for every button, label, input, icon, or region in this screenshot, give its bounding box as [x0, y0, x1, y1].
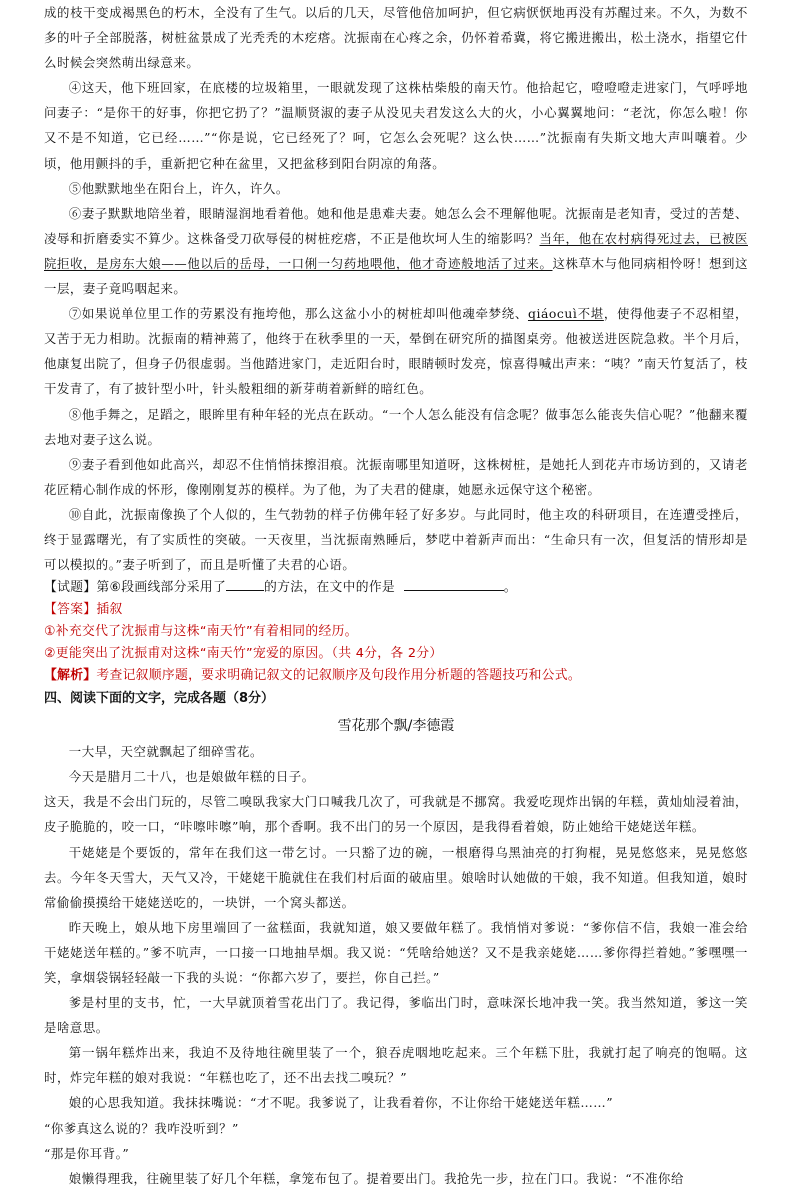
story1-paragraph-7: [44, 301, 748, 401]
story1-paragraph-5: ⑤他默默地坐在阳台上，许久，许久。: [68, 180, 289, 196]
answer-tag: 【答案】: [44, 602, 97, 618]
question-end: 。: [503, 580, 517, 596]
story1-p7-text: ⑦如果说单位里工作的劳累没有拖垮他，那么这盆小小的树桩却叫他魂牵梦绕、: [68, 306, 528, 322]
answer-point-2: ②更能突出了沈振甫对这株“南天竹”宠爱的原因。（共 4分，各 2分）: [44, 646, 443, 662]
analysis-tag: 【解析】: [44, 668, 97, 684]
story2-paragraph-10: “那是你耳背。”: [44, 1145, 130, 1161]
story2-paragraph-2: 今天是腊月二十八，也是娘做年糕的日子。: [68, 769, 315, 785]
section-4-heading: 四、阅读下面的文字，完成各题（8分）: [44, 691, 275, 707]
story1-p6-text-end: 这株草木与他同病相怜呀！想到这一层，妻子竟呜咽起来。: [44, 255, 749, 297]
analysis-line: [44, 665, 748, 687]
story1-paragraph-continued: 成的枝干变成褐黑色的朽木，全没有了生气。以后的几天，尽管他倍加呵护，但它病恹恹地再没有苏醒过来。不久，为数不多的叶子全部脱落，树桩盆景成了光秃秃的木疙瘩。沈振南在心疼之余，仍怀着希冀，将它搬进搬出，松土浇水，指望它什么时候会突然萌出绿意来。: [44, 5, 748, 71]
analysis-text: 考查记叙顺序题，要求明确记叙文的记叙顺序及句段作用分析题的答题技巧和公式。: [96, 668, 581, 684]
question-text-2: 的方法，在文中的作是: [264, 580, 396, 596]
story2-paragraph-4: 干姥姥是个要饭的，常年在我们这一带乞讨。一只豁了边的碗，一根磨得乌黑油亮的打狗棍，晃晃悠悠来，晃晃悠悠去。今年冬天雪大，天气又冷，干姥姥干脆就住在我们村后面的破庙里。娘啥时认她做的干娘，我不知道。但我知道，娘时常偷偷摸摸给干姥姥送吃的，一块饼，一个窝头都送。: [44, 844, 748, 910]
story2-paragraph-5: 昨天晚上，娘从地下房里端回了一盆糕面，我就知道，娘又要做年糕了。我悄悄对爹说：“爹你信不信，我娘一准会给干姥姥送年糕的。”爹不吭声，一口接一口地抽旱烟。我又说：“凭啥给她送？又不是我亲姥姥……爹你得拦着她。”爹嘿嘿一笑，拿烟袋锅轻轻敲一下我的头说：“你都六岁了，要拦，你自己拦。”: [44, 919, 748, 985]
story1-paragraph-6: [44, 201, 748, 301]
story1-paragraph-9: ⑨妻子看到他如此高兴，却忍不住悄悄抹擦泪痕。沈振南哪里知道呀，这株树桩，是她托人到花卉市场访到的，又请老花匠精心制作成的怀形，像刚刚复苏的模样。为了他，为了夫君的健康，她愿永远保守这个秘密。: [44, 456, 748, 497]
story1-p6-text: ⑥妻子默默地陪坐着，眼睛湿润地看着他。她和他是患难夫妻。她怎么会不理解他呢。沈振南是老知青，受过的苦楚、凌辱和折磨委实不算少。这株备受刀砍辱侵的树桩疙瘩，不正是他坎坷人生的缩影吗？: [44, 205, 748, 246]
answer-point-1: ①补充交代了沈振甫与这株“南天竹”有着相同的经历。: [44, 624, 358, 640]
question-blank-2: [404, 577, 504, 591]
question-tag: 【试题】: [44, 580, 97, 596]
question-blank-1: [226, 577, 264, 591]
story2-paragraph-8: 娘的心思我知道。我抹抹嘴说：“才不呢。我爹说了，让我看着你，不让你给干姥姥送年糕……”: [68, 1095, 614, 1111]
story2-title: 雪花那个飘/李德霞: [337, 718, 455, 735]
story1-paragraph-8: ⑧他手舞之，足蹈之，眼眸里有种年轻的光点在跃动。“一个人怎么能没有信念呢？做事怎么能丧失信心呢？”他翻来覆去地对妻子这么说。: [44, 406, 748, 447]
story1-paragraph-10: ⑩自此，沈振南像换了个人似的，生气勃勃的样子仿佛年轻了好多岁。与此同时，他主攻的科研项目，在连遭受挫后，终于显露曙光，有了实质性的突破。一天夜里，当沈振南熟睡后，梦呓中着新声而出：“生命只有一次，但复活的情形却是可以模拟的。”妻子听到了，而且是听懂了夫君的心语。: [44, 506, 748, 573]
answer-value: 插叙: [96, 602, 123, 618]
story1-p6-underlined-sentence: 当年，他在农村病得死过去，已被医院拒收，是房东大娘——他以后的岳母，一口俐一匀药地喂他，他才奇迹般地活了过来。: [44, 230, 748, 271]
answer-line: [44, 599, 748, 621]
story2-paragraph-9: “你爹真这么说的？我咋没听到？”: [44, 1120, 239, 1136]
story1-p7-pinyin-blank: qiáocuì不堪: [527, 306, 604, 322]
story2-paragraph-1: 一大早，天空就飘起了细碎雪花。: [68, 744, 263, 760]
story2-paragraph-7: 第一锅年糕炸出来，我迫不及待地往碗里装了一个，狼吞虎咽地吃起来。三个年糕下肚，我就打起了响亮的饱嗝。这时，炸完年糕的娘对我说：“年糕也吃了，还不出去找二嗅玩？”: [44, 1045, 748, 1086]
story2-paragraph-6: 爹是村里的支书，忙，一大早就顶着雪花出门了。我记得，爹临出门时，意味深长地冲我一笑。我当然知道，爹这一笑是啥意思。: [44, 995, 748, 1036]
question-line: [44, 577, 748, 599]
story2-paragraph-3: 这天，我是不会出门玩的，尽管二嗅臥我家大门口喊我几次了，可我就是不挪窝。我爱吃现炸出锅的年糕，黄灿灿浸着油，皮子脆脆的，咬一口，“咔嚓咔嚓”响，那个香啊。我不出门的另一个原因，是我得看着娘，防止她给干姥姥送年糕。: [44, 794, 748, 835]
question-text-1: 第⑥段画线部分采用了: [96, 580, 227, 596]
story2-paragraph-11: 娘懒得理我，往碗里装了好几个年糕，拿笼布包了。提着要出门。我抢先一步，拉在门口。我说：“不准你给: [68, 1170, 684, 1186]
story1-p7-text-end: ，使得他妻子不忍相望，又苦于无力相助。沈振南的精神蔫了，他终于在秋季里的一天，晕倒在研究所的描图桌旁。他被送进医院急救。半个月后，他康复出院了，但身子仍很虚弱。当他踏进家门，走近阳台时，眼睛顿时发亮，惊喜得喊出声来：“咦？”南天竹复活了，枝干发青了，有了披针型小叶，针头般粗细的新芽萌着新鲜的暗红色。: [44, 306, 748, 397]
story1-paragraph-4: ④这天，他下班回家，在底楼的垃圾箱里，一眼就发现了这株枯柴般的南天竹。他拾起它，噔噔噔走进家门，气呼呼地问妻子：“是你干的好事，你把它扔了？”温顺贤淑的妻子从没见夫君发这么大的火，小心翼翼地问：“老沈，你怎么啦！你又不是不知道，它已经……”“你是说，它已经死了？呵，它怎么会死呢？这么快……”沈振南有失斯文地大声叫嚷着。少顷，他用颤抖的手，重新把它种在盆里，又把盆移到阳台阴凉的角落。: [44, 80, 748, 171]
